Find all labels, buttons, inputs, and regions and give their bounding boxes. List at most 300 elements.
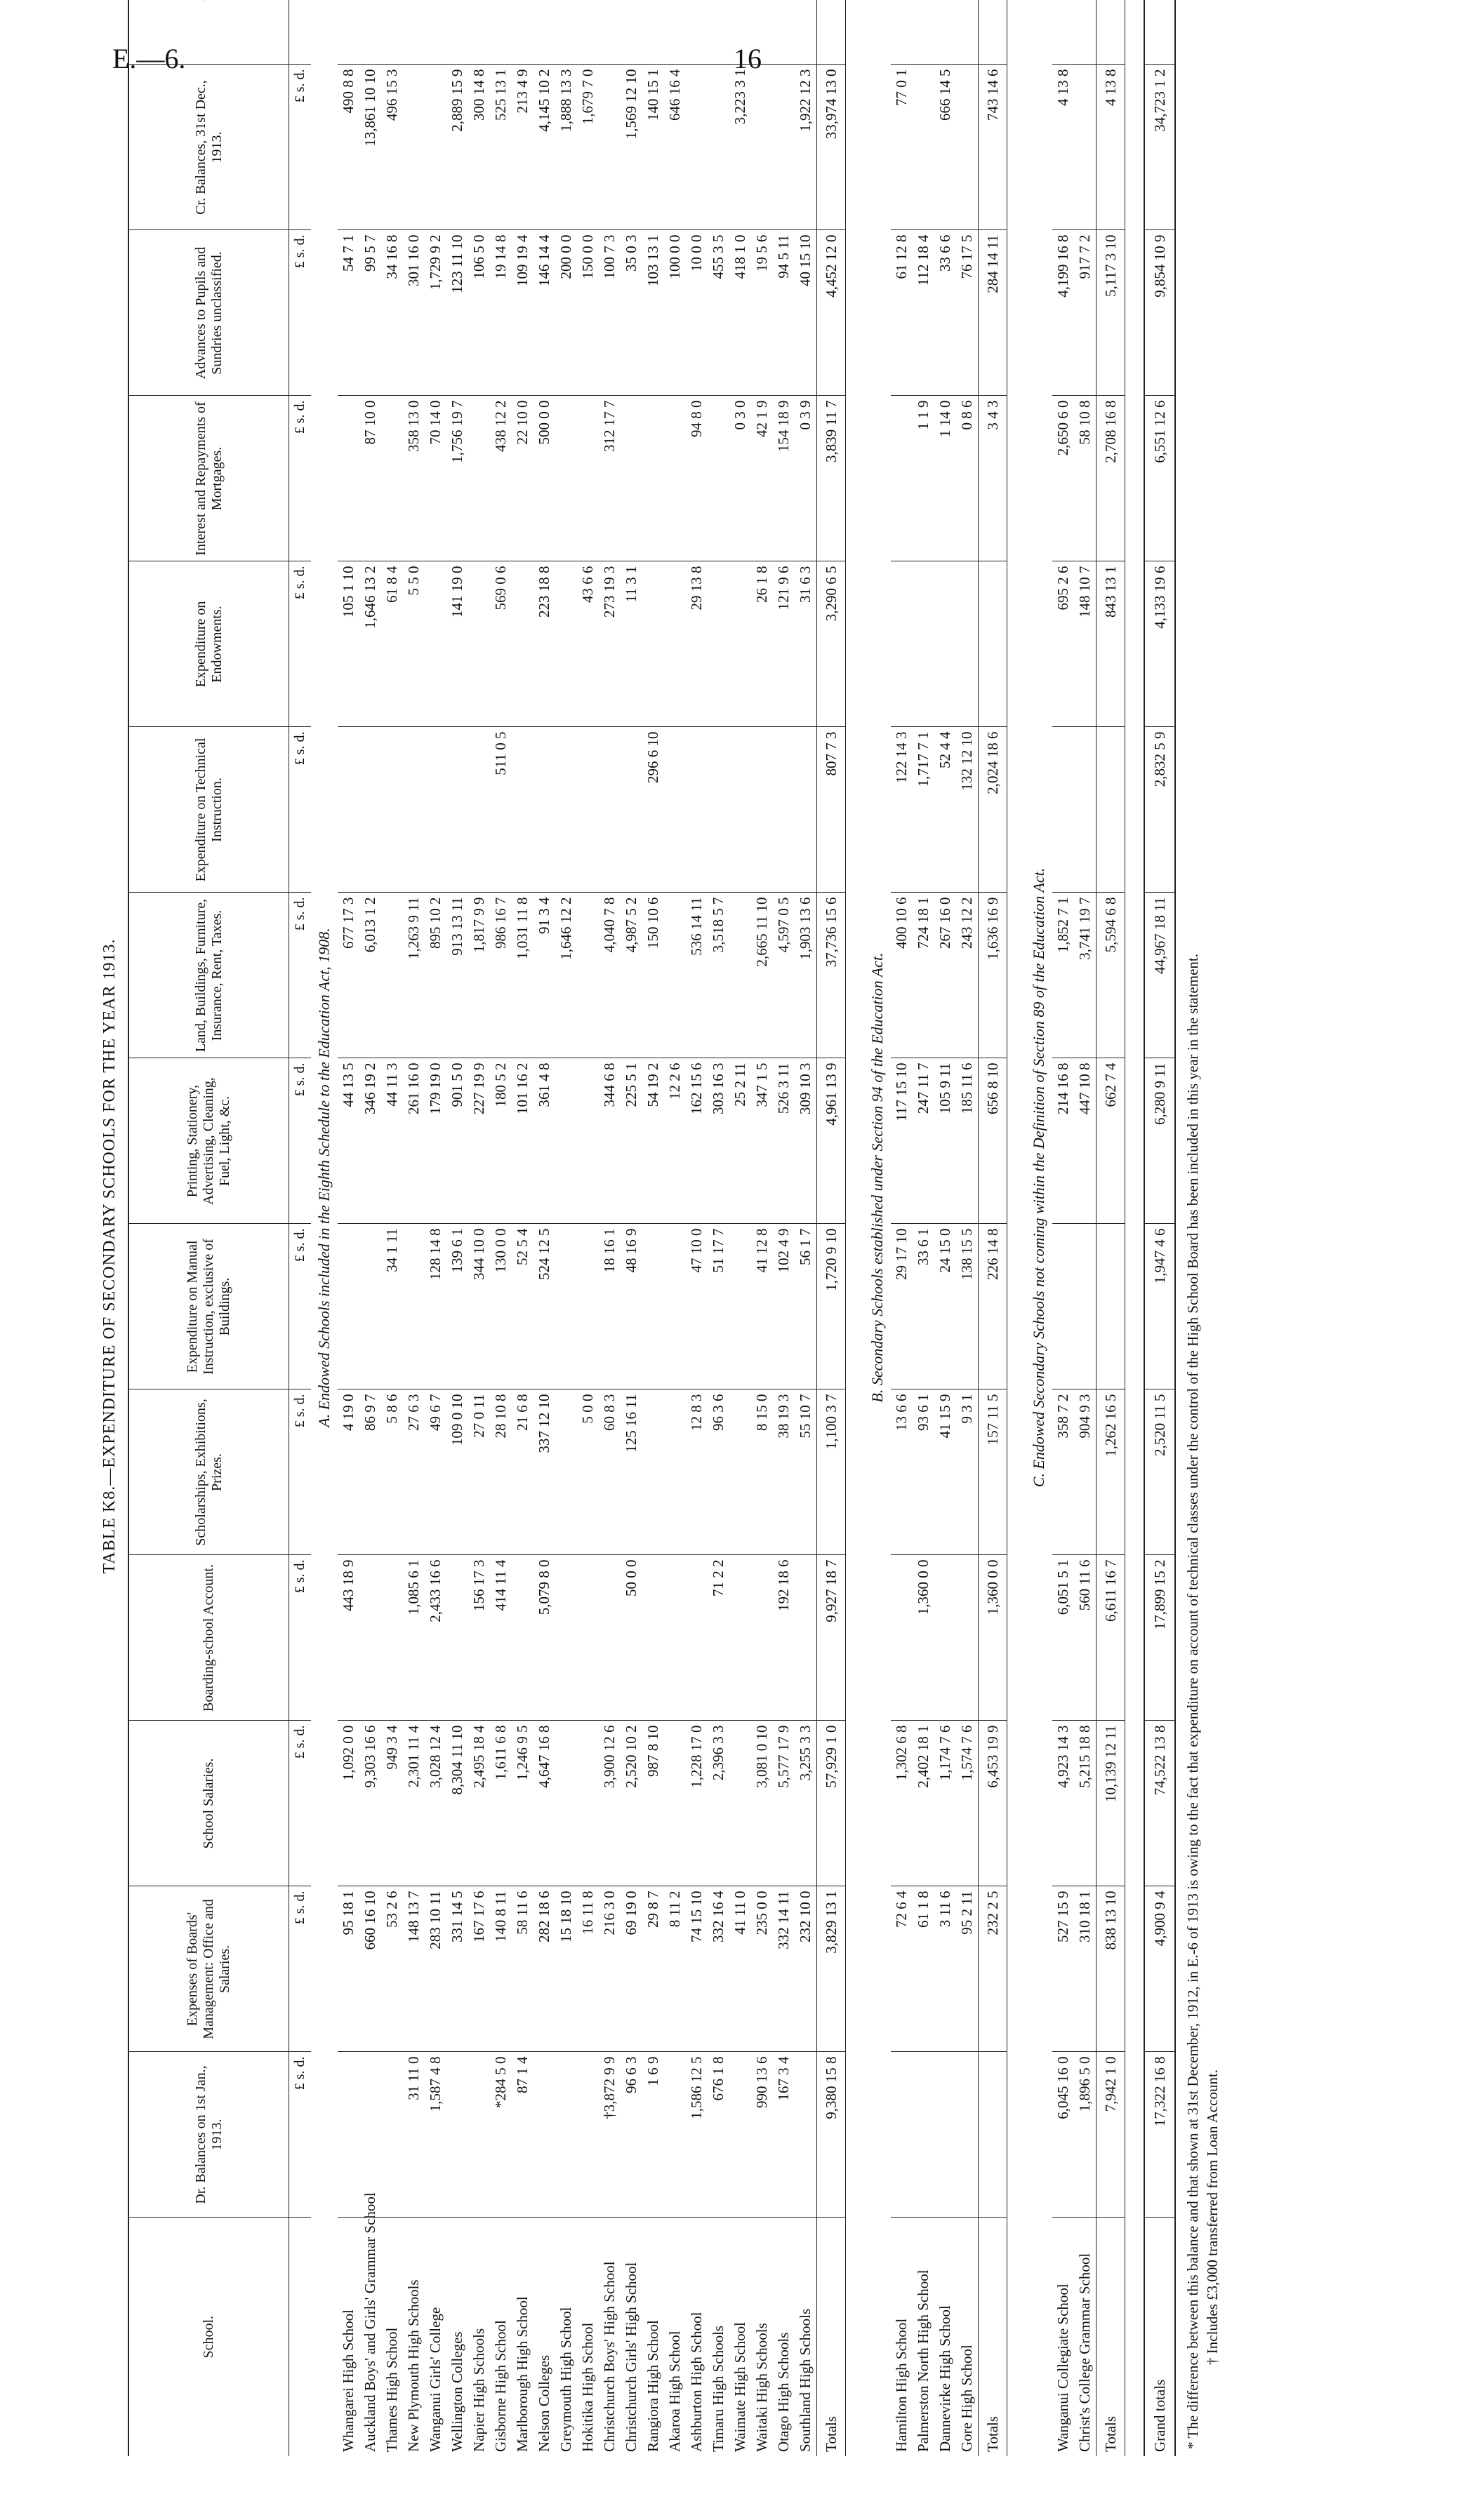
- amount-cell: 132 12 10: [956, 727, 979, 893]
- total-cell: 4,452 12 0: [817, 230, 846, 396]
- amount-cell: 490 8 8: [338, 65, 359, 230]
- amount-cell: 332 16 4: [708, 1886, 729, 2052]
- amount-cell: 18 16 1: [599, 1224, 621, 1389]
- amount-cell: 666 14 5: [934, 65, 956, 230]
- amount-cell: [891, 561, 913, 727]
- amount-cell: [934, 1555, 956, 1721]
- amount-cell: 54 7 1: [338, 230, 359, 396]
- amount-cell: [708, 396, 729, 561]
- total-cell: 284 14 11: [979, 230, 1007, 396]
- amount-cell: [381, 893, 403, 1058]
- amount-cell: [359, 727, 381, 893]
- amount-cell: 524 12 5: [534, 1224, 555, 1389]
- amount-cell: 154 18 9: [773, 396, 795, 561]
- amount-cell: 283 10 11: [425, 1886, 446, 2052]
- amount-cell: [403, 0, 425, 65]
- amount-cell: 179 19 0: [425, 1058, 446, 1224]
- amount-cell: [934, 561, 956, 727]
- amount-cell: 455 3 5: [708, 230, 729, 396]
- amount-cell: [729, 727, 751, 893]
- amount-cell: 41 12 8: [751, 1224, 773, 1389]
- amount-cell: 344 6 8: [599, 1058, 621, 1224]
- amount-cell: [381, 0, 403, 65]
- amount-cell: 3,255 3 3: [795, 1721, 817, 1886]
- amount-cell: 536 14 11: [686, 893, 708, 1058]
- section-totals-row: [817, 0, 846, 2456]
- amount-cell: 986 16 7: [490, 893, 512, 1058]
- amount-cell: [359, 1555, 381, 1721]
- amount-cell: 53 2 6: [381, 1886, 403, 2052]
- grand-total-cell: 6,551 12 6: [1144, 396, 1175, 561]
- amount-cell: 5 0 0: [577, 1389, 599, 1555]
- amount-cell: 214 16 8: [1052, 1058, 1074, 1224]
- amount-cell: [599, 65, 621, 230]
- amount-cell: 9,303 16 6: [359, 1721, 381, 1886]
- school-name: Marlborough High School: [514, 2296, 531, 2452]
- amount-cell: 5,577 17 9: [773, 1721, 795, 1886]
- amount-cell: 895 10 2: [425, 893, 446, 1058]
- school-name: Wanganui Girls' College: [427, 2307, 444, 2452]
- table-row: [555, 0, 577, 2456]
- totals-label: Totals: [817, 2218, 846, 2456]
- table-row: [913, 0, 934, 2456]
- amount-cell: 43 6 6: [577, 561, 599, 727]
- table-row: [642, 0, 664, 2456]
- amount-cell: 235 0 0: [751, 1886, 773, 2052]
- amount-cell: 2,650 6 0: [1052, 396, 1074, 561]
- amount-cell: [686, 0, 708, 65]
- amount-cell: 347 1 5: [751, 1058, 773, 1224]
- column-header: Expenditure on Manual Instruction, exclusive of Buildings.: [128, 1224, 289, 1389]
- amount-cell: 29 17 10: [891, 1224, 913, 1389]
- amount-cell: 1,085 6 1: [403, 1555, 425, 1721]
- amount-cell: 52 5 4: [512, 1224, 534, 1389]
- spacer-row: [1007, 0, 1026, 2456]
- amount-cell: 101 16 2: [512, 1058, 534, 1224]
- amount-cell: 2,520 10 2: [621, 1721, 642, 1886]
- amount-cell: *284 5 0: [490, 2052, 512, 2218]
- column-header: Expenses of Boards' Management: Office and Salaries.: [128, 1886, 289, 2052]
- amount-cell: 560 11 6: [1074, 1555, 1097, 1721]
- table-row: [512, 0, 534, 2456]
- grand-total-cell: 2,520 11 5: [1144, 1389, 1175, 1555]
- total-cell: [979, 561, 1007, 727]
- column-header: Expenditure on Endowments.: [128, 561, 289, 727]
- amount-cell: [534, 2052, 555, 2218]
- amount-cell: 41 15 9: [934, 1389, 956, 1555]
- total-cell: 5,117 3 10: [1097, 230, 1125, 396]
- total-cell: 6,611 16 7: [1097, 1555, 1125, 1721]
- amount-cell: 21 6 8: [512, 1389, 534, 1555]
- amount-cell: [555, 727, 577, 893]
- total-cell: 1,262 16 5: [1097, 1389, 1125, 1555]
- amount-cell: 225 5 1: [621, 1058, 642, 1224]
- amount-cell: [555, 1058, 577, 1224]
- column-header: [128, 0, 289, 65]
- amount-cell: 56 1 7: [795, 1224, 817, 1389]
- amount-cell: 34 1 11: [381, 1224, 403, 1389]
- amount-cell: [577, 1555, 599, 1721]
- amount-cell: 33 6 6: [934, 230, 956, 396]
- amount-cell: 71 2 2: [708, 1555, 729, 1721]
- amount-cell: 16 11 8: [577, 1886, 599, 2052]
- amount-cell: 1,587 4 8: [425, 2052, 446, 2218]
- total-cell: 232 2 5: [979, 1886, 1007, 2052]
- grand-totals-label: Grand totals: [1144, 2218, 1175, 2456]
- total-cell: [1097, 0, 1125, 65]
- school-name: Auckland Boys' and Girls' Grammar School: [362, 2192, 378, 2452]
- amount-cell: [512, 727, 534, 893]
- rotated-table-region: [91, 56, 1467, 2456]
- amount-cell: [642, 1555, 664, 1721]
- units-cell: £ s. d.: [289, 396, 312, 561]
- amount-cell: 61 1 8: [913, 1886, 934, 2052]
- column-header: Boarding-school Account.: [128, 1555, 289, 1721]
- amount-cell: 310 18 1: [1074, 1886, 1097, 2052]
- amount-cell: 400 10 6: [891, 893, 913, 1058]
- amount-cell: [599, 727, 621, 893]
- amount-cell: [773, 727, 795, 893]
- amount-cell: [642, 1224, 664, 1389]
- amount-cell: 1,817 9 9: [468, 893, 490, 1058]
- amount-cell: 47 10 0: [686, 1224, 708, 1389]
- amount-cell: 122 14 3: [891, 727, 913, 893]
- amount-cell: 94 8 0: [686, 396, 708, 561]
- amount-cell: [555, 396, 577, 561]
- amount-cell: 109 19 4: [512, 230, 534, 396]
- amount-cell: 102 4 9: [773, 1224, 795, 1389]
- table-row: [490, 0, 512, 2456]
- amount-cell: 1,922 12 3: [795, 65, 817, 230]
- amount-cell: 100 0 0: [664, 230, 686, 396]
- table-row: [403, 0, 425, 2456]
- amount-cell: 72 6 4: [891, 1886, 913, 2052]
- amount-cell: [403, 727, 425, 893]
- amount-cell: [729, 0, 751, 65]
- total-cell: 3,829 13 1: [817, 1886, 846, 2052]
- amount-cell: 156 17 3: [468, 1555, 490, 1721]
- school-name: Wellington Colleges: [449, 2331, 465, 2452]
- column-header: Advances to Pupils and Sundries unclassified.: [128, 230, 289, 396]
- amount-cell: [599, 1555, 621, 1721]
- amount-cell: [934, 0, 956, 65]
- grand-total-cell: 17,322 16 8: [1144, 2052, 1175, 2218]
- total-cell: 226 14 8: [979, 1224, 1007, 1389]
- amount-cell: 646 16 4: [664, 65, 686, 230]
- amount-cell: 990 13 6: [751, 2052, 773, 2218]
- amount-cell: 3,028 12 4: [425, 1721, 446, 1886]
- section-heading: A. Endowed Schools included in the Eighth Schedule to the Education Act, 1908.: [315, 928, 333, 1427]
- grand-total-cell: 34,723 1 2: [1144, 65, 1175, 230]
- amount-cell: 6,051 5 1: [1052, 1555, 1074, 1721]
- table-row: [1052, 0, 1074, 2456]
- table-row: [621, 0, 642, 2456]
- total-cell: 843 13 1: [1097, 561, 1125, 727]
- page-code: E.—6.: [112, 43, 186, 74]
- school-name: Dannevirke High School: [936, 2305, 953, 2452]
- total-cell: [979, 2052, 1007, 2218]
- amount-cell: 22 10 0: [512, 396, 534, 561]
- amount-cell: 105 1 10: [338, 561, 359, 727]
- amount-cell: 4,040 7 8: [599, 893, 621, 1058]
- total-cell: 37,736 15 6: [817, 893, 846, 1058]
- amount-cell: [956, 1555, 979, 1721]
- amount-cell: [642, 1389, 664, 1555]
- amount-cell: [956, 0, 979, 65]
- column-header: School Salaries.: [128, 1721, 289, 1886]
- amount-cell: 5,215 18 8: [1074, 1721, 1097, 1886]
- units-cell-blank: [289, 2218, 312, 2456]
- school-name: New Plymouth High Schools: [405, 2279, 422, 2452]
- footnote-loan: † Includes £3,000 transferred from Loan Account.: [1204, 2069, 1221, 2365]
- school-name: Otago High Schools: [775, 2332, 792, 2452]
- amount-cell: [338, 396, 359, 561]
- units-cell: £ s. d.: [289, 561, 312, 727]
- amount-cell: [446, 727, 468, 893]
- total-cell: 10,139 12 11: [1097, 1721, 1125, 1886]
- amount-cell: 86 9 7: [359, 1389, 381, 1555]
- amount-cell: 141 19 0: [446, 561, 468, 727]
- amount-cell: [664, 2052, 686, 2218]
- amount-cell: [555, 0, 577, 65]
- amount-cell: [555, 561, 577, 727]
- amount-cell: 213 4 9: [512, 65, 534, 230]
- units-cell: £ s. d.: [289, 2052, 312, 2218]
- amount-cell: 1,228 17 0: [686, 1721, 708, 1886]
- amount-cell: [577, 1224, 599, 1389]
- amount-cell: 13,861 10 10: [359, 65, 381, 230]
- school-name: Waimate High School: [731, 2322, 748, 2452]
- amount-cell: [359, 1224, 381, 1389]
- table-title: TABLE K8.—EXPENDITURE OF SECONDARY SCHOOLS FOR THE YEAR 1913.: [100, 938, 119, 1574]
- amount-cell: [686, 1555, 708, 1721]
- grand-total-cell: 9,854 10 9: [1144, 230, 1175, 396]
- amount-cell: 677 17 3: [338, 893, 359, 1058]
- amount-cell: 94 5 11: [773, 230, 795, 396]
- amount-cell: 0 3 0: [729, 396, 751, 561]
- amount-cell: [534, 727, 555, 893]
- amount-cell: 511 0 5: [490, 727, 512, 893]
- amount-cell: 443 18 9: [338, 1555, 359, 1721]
- amount-cell: 167 3 4: [773, 2052, 795, 2218]
- amount-cell: 69 19 0: [621, 1886, 642, 2052]
- amount-cell: 913 13 11: [446, 893, 468, 1058]
- amount-cell: [1052, 0, 1074, 65]
- amount-cell: 29 13 8: [686, 561, 708, 727]
- column-header: Scholarships, Exhibitions, Prizes.: [128, 1389, 289, 1555]
- table-row: [708, 0, 729, 2456]
- amount-cell: 1,679 7 0: [577, 65, 599, 230]
- section-totals-row: [1097, 0, 1125, 2456]
- amount-cell: 2,665 11 10: [751, 893, 773, 1058]
- school-name: Christchurch Girls' High School: [623, 2262, 640, 2452]
- amount-cell: 148 10 7: [1074, 561, 1097, 727]
- amount-cell: 1 14 0: [934, 396, 956, 561]
- total-cell: 157 11 5: [979, 1389, 1007, 1555]
- amount-cell: [468, 561, 490, 727]
- amount-cell: [913, 561, 934, 727]
- amount-cell: 1,611 6 8: [490, 1721, 512, 1886]
- school-name: Whangarei High School: [340, 2309, 357, 2452]
- amount-cell: [956, 561, 979, 727]
- amount-cell: 1,092 0 0: [338, 1721, 359, 1886]
- total-cell: 3,839 11 7: [817, 396, 846, 561]
- amount-cell: 1 1 9: [913, 396, 934, 561]
- amount-cell: [621, 727, 642, 893]
- amount-cell: 247 11 7: [913, 1058, 934, 1224]
- amount-cell: [751, 0, 773, 65]
- grand-total-cell: 44,967 18 11: [1144, 893, 1175, 1058]
- table-row: [956, 0, 979, 2456]
- amount-cell: 139 6 1: [446, 1224, 468, 1389]
- amount-cell: 0 8 6: [956, 396, 979, 561]
- total-cell: 662 7 4: [1097, 1058, 1125, 1224]
- amount-cell: 93 6 1: [913, 1389, 934, 1555]
- table-row: [577, 0, 599, 2456]
- amount-cell: 8 15 0: [751, 1389, 773, 1555]
- amount-cell: [468, 727, 490, 893]
- amount-cell: 40 15 10: [795, 230, 817, 396]
- table-row: [359, 0, 381, 2456]
- spacer-row: [1125, 0, 1145, 2456]
- amount-cell: 12 2 6: [664, 1058, 686, 1224]
- column-header: Cr. Balances, 31st Dec., 1913.: [128, 65, 289, 230]
- table-row: [446, 0, 468, 2456]
- amount-cell: [381, 2052, 403, 2218]
- amount-cell: 19 14 8: [490, 230, 512, 396]
- amount-cell: [686, 65, 708, 230]
- amount-cell: [729, 1389, 751, 1555]
- amount-cell: 24 15 0: [934, 1224, 956, 1389]
- amount-cell: [555, 2052, 577, 2218]
- total-cell: 9,380 15 8: [817, 2052, 846, 2218]
- amount-cell: 112 18 4: [913, 230, 934, 396]
- school-name: Hamilton High School: [893, 2318, 910, 2452]
- amount-cell: [642, 396, 664, 561]
- amount-cell: 33 6 1: [913, 1224, 934, 1389]
- amount-cell: 49 6 7: [425, 1389, 446, 1555]
- amount-cell: [338, 1224, 359, 1389]
- amount-cell: 109 0 10: [446, 1389, 468, 1555]
- spacer-cell: [846, 0, 865, 2456]
- units-cell: £ s. d.: [289, 1555, 312, 1721]
- amount-cell: 331 14 5: [446, 1886, 468, 2052]
- amount-cell: 243 12 2: [956, 893, 979, 1058]
- school-name: Nelson Colleges: [536, 2354, 552, 2452]
- amount-cell: 138 15 5: [956, 1224, 979, 1389]
- amount-cell: 58 11 6: [512, 1886, 534, 2052]
- amount-cell: 1,360 0 0: [913, 1555, 934, 1721]
- amount-cell: 3,518 5 7: [708, 893, 729, 1058]
- table-row: [934, 0, 956, 2456]
- amount-cell: [403, 65, 425, 230]
- amount-cell: 74 15 10: [686, 1886, 708, 2052]
- section-heading: C. Endowed Secondary Schools not coming within the Definition of Section 89 of the Education Act.: [1030, 867, 1047, 1488]
- amount-cell: [1074, 0, 1097, 65]
- amount-cell: 106 5 0: [468, 230, 490, 396]
- amount-cell: [708, 561, 729, 727]
- amount-cell: 414 11 4: [490, 1555, 512, 1721]
- amount-cell: 13 6 6: [891, 1389, 913, 1555]
- amount-cell: 100 7 3: [599, 230, 621, 396]
- total-cell: 9,927 18 7: [817, 1555, 846, 1721]
- total-cell: 33,974 13 0: [817, 65, 846, 230]
- amount-cell: [425, 65, 446, 230]
- amount-cell: [664, 727, 686, 893]
- table-row: [686, 0, 708, 2456]
- school-name: Palmerston North High School: [915, 2269, 932, 2452]
- expenditure-table: [128, 0, 1176, 2456]
- amount-cell: 1 6 9: [642, 2052, 664, 2218]
- amount-cell: [686, 727, 708, 893]
- amount-cell: [534, 0, 555, 65]
- amount-cell: 526 3 11: [773, 1058, 795, 1224]
- amount-cell: 8,304 11 10: [446, 1721, 468, 1886]
- amount-cell: [956, 2052, 979, 2218]
- amount-cell: 227 19 9: [468, 1058, 490, 1224]
- amount-cell: 27 0 11: [468, 1389, 490, 1555]
- amount-cell: [577, 1058, 599, 1224]
- amount-cell: †3,872 9 9: [599, 2052, 621, 2218]
- school-name: Hokitika High School: [579, 2322, 596, 2452]
- amount-cell: 31 11 0: [403, 2052, 425, 2218]
- amount-cell: [729, 561, 751, 727]
- amount-cell: 192 18 6: [773, 1555, 795, 1721]
- amount-cell: 121 9 6: [773, 561, 795, 727]
- amount-cell: 1,903 13 6: [795, 893, 817, 1058]
- amount-cell: 105 9 11: [934, 1058, 956, 1224]
- totals-label: Totals: [1097, 2218, 1125, 2456]
- amount-cell: 87 1 4: [512, 2052, 534, 2218]
- units-cell: £ s. d.: [289, 1058, 312, 1224]
- amount-cell: [577, 893, 599, 1058]
- amount-cell: 361 4 8: [534, 1058, 555, 1224]
- amount-cell: [425, 727, 446, 893]
- amount-cell: 418 1 0: [729, 230, 751, 396]
- amount-cell: [795, 1555, 817, 1721]
- amount-cell: 27 6 3: [403, 1389, 425, 1555]
- amount-cell: [891, 0, 913, 65]
- column-header: Expenditure on Technical Instruction.: [128, 727, 289, 893]
- total-cell: 7,942 1 0: [1097, 2052, 1125, 2218]
- amount-cell: 3,081 0 10: [751, 1721, 773, 1886]
- amount-cell: 3 11 6: [934, 1886, 956, 2052]
- amount-cell: 148 13 7: [403, 1886, 425, 2052]
- units-cell: £ s. d.: [289, 230, 312, 396]
- units-row: [289, 0, 312, 2456]
- amount-cell: 0 3 9: [795, 396, 817, 561]
- amount-cell: 332 14 11: [773, 1886, 795, 2052]
- total-cell: 1,100 3 7: [817, 1389, 846, 1555]
- amount-cell: 309 10 3: [795, 1058, 817, 1224]
- amount-cell: 1,646 13 2: [359, 561, 381, 727]
- total-cell: 1,720 9 10: [817, 1224, 846, 1389]
- amount-cell: [599, 0, 621, 65]
- amount-cell: 527 15 9: [1052, 1886, 1074, 2052]
- total-cell: 4,961 13 9: [817, 1058, 846, 1224]
- amount-cell: 6,045 16 0: [1052, 2052, 1074, 2218]
- units-cell: £ s. d.: [289, 1224, 312, 1389]
- amount-cell: [490, 0, 512, 65]
- table-row: [599, 0, 621, 2456]
- amount-cell: 2,402 18 1: [913, 1721, 934, 1886]
- amount-cell: 95 2 11: [956, 1886, 979, 2052]
- amount-cell: 4 19 0: [338, 1389, 359, 1555]
- amount-cell: 11 3 1: [621, 561, 642, 727]
- total-cell: 4 13 8: [1097, 65, 1125, 230]
- school-name: Christchurch Boys' High School: [601, 2261, 618, 2452]
- amount-cell: [577, 2052, 599, 2218]
